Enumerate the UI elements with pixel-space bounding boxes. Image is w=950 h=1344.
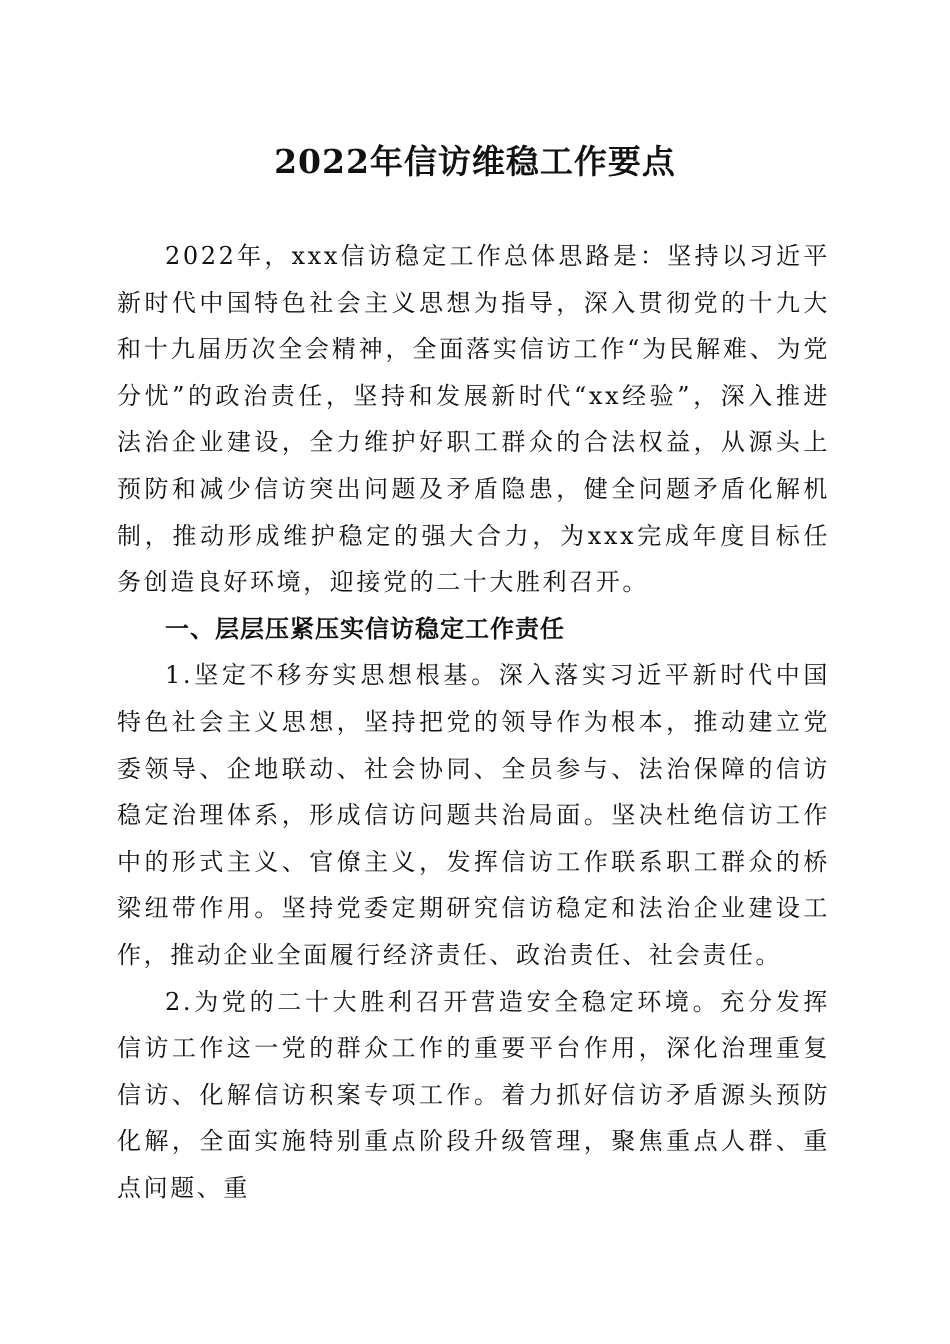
intro-paragraph: 2022年，xxx信访稳定工作总体思路是：坚持以习近平新时代中国特色社会主义思想为指导，深入贯彻党的十九大和十九届历次全会精神，全面落实信访工作“为民解难、为党分忧”的政治责任，坚持和发展新时代“xx经验”，深入推进法治企业建设，全力维护好职工群众的合法权益，从源头上预防和减少信访突出问题及矛盾隐患，健全问题矛盾化解机制，推动形成维护稳定的强大合力，为xxx完成年度目标任务创造良好环境，迎接党的二十大胜利召开。 <box>117 242 830 597</box>
document-body <box>117 233 830 1211</box>
item-paragraph-1: 1.坚定不移夯实思想根基。深入落实习近平新时代中国特色社会主义思想，坚持把党的领导作为根本，推动建立党委领导、企地联动、社会协同、全员参与、法治保障的信访稳定治理体系，形成信访问题共治局面。坚决杜绝信访工作中的形式主义、官僚主义，发挥信访工作联系职工群众的桥梁纽带作用。坚持党委定期研究信访稳定和法治企业建设工作，推动企业全面履行经济责任、政治责任、社会责任。 <box>117 661 830 969</box>
section-heading-1: 一、层层压紧压实信访稳定工作责任 <box>165 614 565 643</box>
document-title: 2022年信访维稳工作要点 <box>274 142 676 181</box>
item-paragraph-2: 2.为党的二十大胜利召开营造安全稳定环境。充分发挥信访工作这一党的群众工作的重要平台作用，深化治理重复信访、化解信访积案专项工作。着力抓好信访矛盾源头预防化解，全面实施特别重点阶段升级管理，聚焦重点人群、重点问题、重 <box>117 987 830 1202</box>
